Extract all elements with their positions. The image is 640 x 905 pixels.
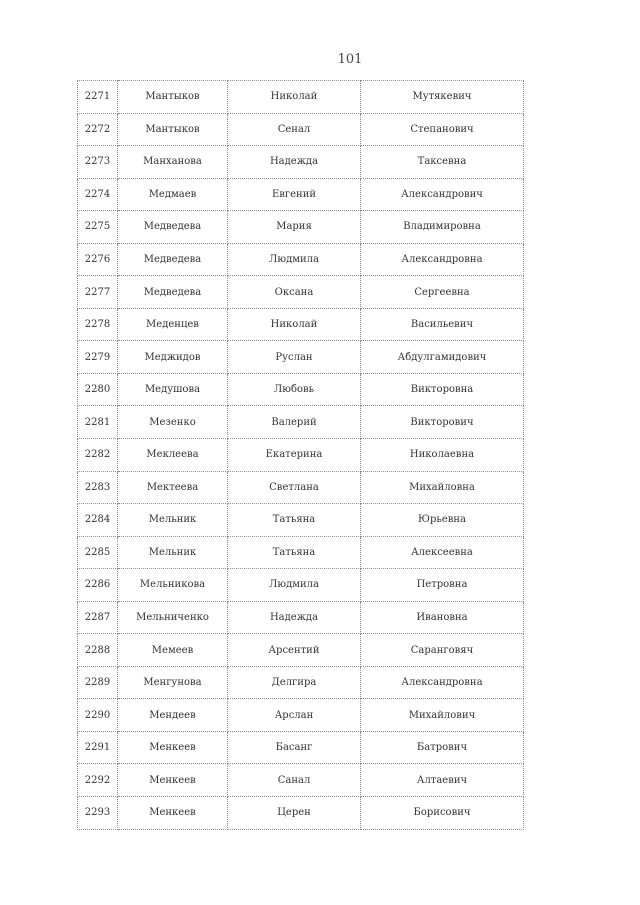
first-name-cell: Татьяна	[228, 504, 361, 537]
last-name-cell: Менгунова	[118, 666, 228, 699]
last-name-cell: Мельниченко	[118, 601, 228, 634]
patronymic-cell: Викторович	[361, 406, 524, 439]
row-number-cell: 2279	[78, 341, 118, 374]
last-name-cell: Меклеева	[118, 439, 228, 472]
patronymic-cell: Михайлович	[361, 699, 524, 732]
row-number-cell: 2291	[78, 731, 118, 764]
table-row	[78, 764, 524, 797]
table-row	[78, 373, 524, 406]
row-number-cell: 2289	[78, 666, 118, 699]
row-number-cell: 2290	[78, 699, 118, 732]
table-row	[78, 146, 524, 179]
first-name-cell: Надежда	[228, 601, 361, 634]
row-number-cell: 2273	[78, 146, 118, 179]
patronymic-cell: Петровна	[361, 569, 524, 602]
table-row	[78, 569, 524, 602]
first-name-cell: Руслан	[228, 341, 361, 374]
first-name-cell: Людмила	[228, 569, 361, 602]
table-row	[78, 178, 524, 211]
last-name-cell: Медмаев	[118, 178, 228, 211]
patronymic-cell: Таксевна	[361, 146, 524, 179]
table-row	[78, 113, 524, 146]
table-row	[78, 308, 524, 341]
first-name-cell: Татьяна	[228, 536, 361, 569]
first-name-cell: Санал	[228, 764, 361, 797]
row-number-cell: 2284	[78, 504, 118, 537]
row-number-cell: 2285	[78, 536, 118, 569]
last-name-cell: Мельник	[118, 504, 228, 537]
table-row	[78, 666, 524, 699]
row-number-cell: 2281	[78, 406, 118, 439]
last-name-cell: Мельникова	[118, 569, 228, 602]
first-name-cell: Сенал	[228, 113, 361, 146]
row-number-cell: 2283	[78, 471, 118, 504]
page-number: 101	[337, 52, 363, 67]
table-row	[78, 471, 524, 504]
patronymic-cell: Сергеевна	[361, 276, 524, 309]
first-name-cell: Церен	[228, 797, 361, 830]
patronymic-cell: Абдулгамидович	[361, 341, 524, 374]
last-name-cell: Мезенко	[118, 406, 228, 439]
row-number-cell: 2277	[78, 276, 118, 309]
first-name-cell: Басанг	[228, 731, 361, 764]
first-name-cell: Надежда	[228, 146, 361, 179]
patronymic-cell: Ивановна	[361, 601, 524, 634]
table-row	[78, 406, 524, 439]
patronymic-cell: Алтаевич	[361, 764, 524, 797]
patronymic-cell: Алексеевна	[361, 536, 524, 569]
table-row	[78, 731, 524, 764]
table-row	[78, 211, 524, 244]
first-name-cell: Валерий	[228, 406, 361, 439]
table-row	[78, 341, 524, 374]
row-number-cell: 2282	[78, 439, 118, 472]
last-name-cell: Медведева	[118, 211, 228, 244]
patronymic-cell: Николаевна	[361, 439, 524, 472]
patronymic-cell: Степанович	[361, 113, 524, 146]
row-number-cell: 2278	[78, 308, 118, 341]
row-number-cell: 2274	[78, 178, 118, 211]
patronymic-cell: Васильевич	[361, 308, 524, 341]
last-name-cell: Меджидов	[118, 341, 228, 374]
first-name-cell: Людмила	[228, 243, 361, 276]
last-name-cell: Мантыков	[118, 113, 228, 146]
patronymic-cell: Александровна	[361, 666, 524, 699]
last-name-cell: Медведева	[118, 276, 228, 309]
first-name-cell: Оксана	[228, 276, 361, 309]
first-name-cell: Николай	[228, 308, 361, 341]
first-name-cell: Евгений	[228, 178, 361, 211]
last-name-cell: Менкеев	[118, 764, 228, 797]
patronymic-cell: Александровна	[361, 243, 524, 276]
last-name-cell: Менкеев	[118, 797, 228, 830]
table-row	[78, 504, 524, 537]
patronymic-cell: Викторовна	[361, 373, 524, 406]
table-row	[78, 243, 524, 276]
last-name-cell: Мендеев	[118, 699, 228, 732]
table-row	[78, 81, 524, 114]
patronymic-cell: Саранговяч	[361, 634, 524, 667]
first-name-cell: Светлана	[228, 471, 361, 504]
row-number-cell: 2292	[78, 764, 118, 797]
roster-table	[77, 80, 524, 830]
patronymic-cell: Владимировна	[361, 211, 524, 244]
first-name-cell: Екатерина	[228, 439, 361, 472]
table-row	[78, 699, 524, 732]
table-row	[78, 797, 524, 830]
patronymic-cell: Михайловна	[361, 471, 524, 504]
last-name-cell: Манханова	[118, 146, 228, 179]
last-name-cell: Медведева	[118, 243, 228, 276]
row-number-cell: 2293	[78, 797, 118, 830]
table-row	[78, 439, 524, 472]
first-name-cell: Любовь	[228, 373, 361, 406]
row-number-cell: 2271	[78, 81, 118, 114]
row-number-cell: 2288	[78, 634, 118, 667]
first-name-cell: Арсентий	[228, 634, 361, 667]
row-number-cell: 2286	[78, 569, 118, 602]
patronymic-cell: Батрович	[361, 731, 524, 764]
patronymic-cell: Мутякевич	[361, 81, 524, 114]
row-number-cell: 2275	[78, 211, 118, 244]
table-row	[78, 536, 524, 569]
first-name-cell: Делгира	[228, 666, 361, 699]
first-name-cell: Николай	[228, 81, 361, 114]
last-name-cell: Мельник	[118, 536, 228, 569]
patronymic-cell: Александрович	[361, 178, 524, 211]
last-name-cell: Мектеева	[118, 471, 228, 504]
first-name-cell: Арслан	[228, 699, 361, 732]
patronymic-cell: Борисович	[361, 797, 524, 830]
last-name-cell: Меденцев	[118, 308, 228, 341]
table-row	[78, 634, 524, 667]
last-name-cell: Мантыков	[118, 81, 228, 114]
patronymic-cell: Юрьевна	[361, 504, 524, 537]
table-row	[78, 276, 524, 309]
row-number-cell: 2280	[78, 373, 118, 406]
row-number-cell: 2276	[78, 243, 118, 276]
last-name-cell: Мемеев	[118, 634, 228, 667]
row-number-cell: 2272	[78, 113, 118, 146]
table-row	[78, 601, 524, 634]
last-name-cell: Менкеев	[118, 731, 228, 764]
last-name-cell: Медушова	[118, 373, 228, 406]
first-name-cell: Мария	[228, 211, 361, 244]
row-number-cell: 2287	[78, 601, 118, 634]
